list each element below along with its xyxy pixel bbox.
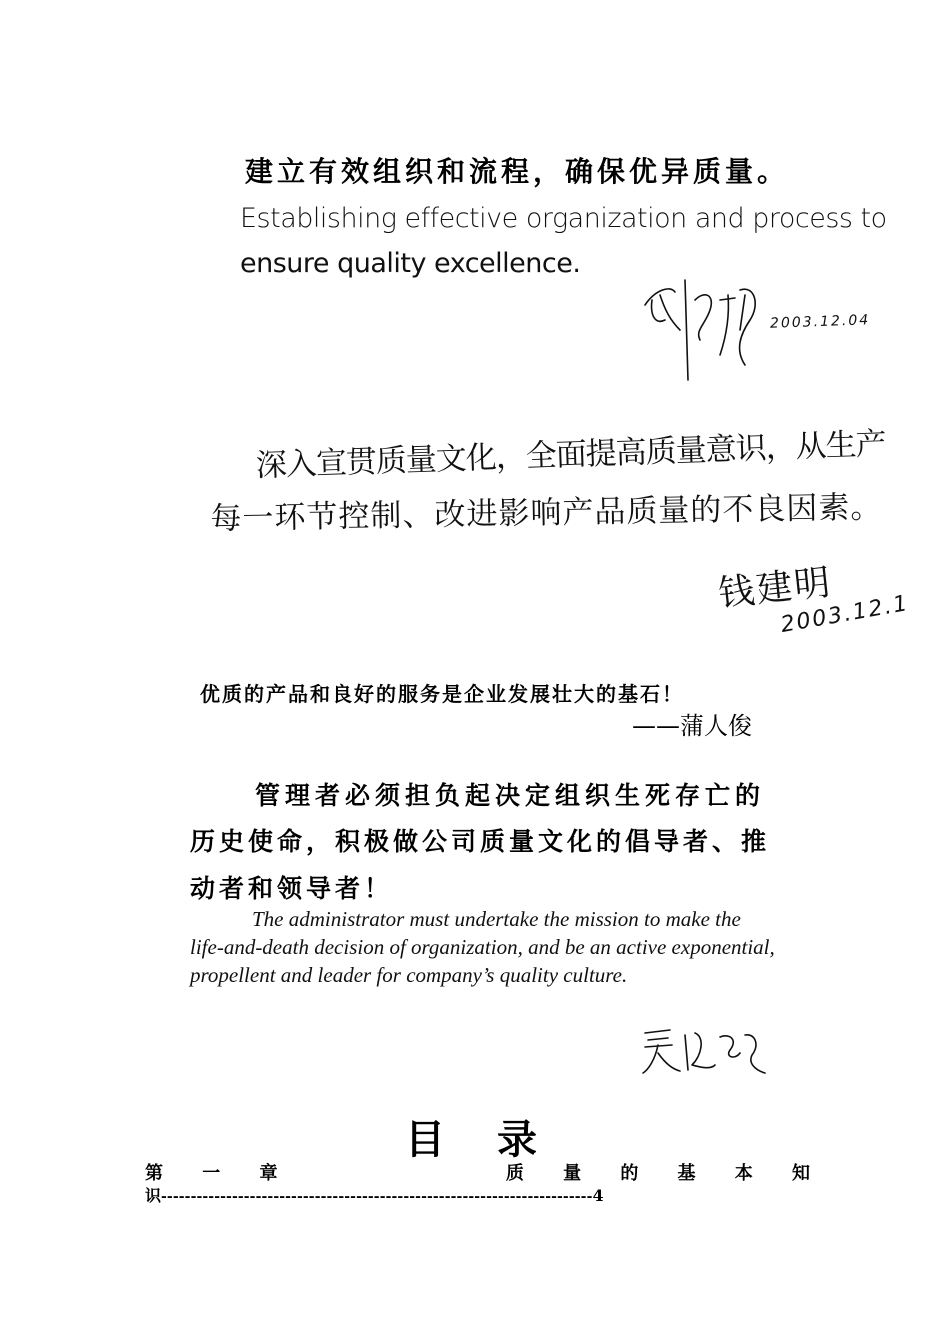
quote1-chinese: 建立有效组织和流程，确保优异质量。 — [245, 155, 790, 188]
signature-1-icon — [640, 270, 770, 385]
toc-c1-page: 4 — [592, 1186, 604, 1205]
quote4-chinese-line3: 动者和领导者！ — [190, 874, 394, 903]
toc-c1-w6: 的 — [620, 1163, 639, 1184]
toc-c1-w5: 量 — [563, 1163, 582, 1184]
signature-4-icon — [640, 1025, 770, 1080]
quote4-chinese-line1: 管理者必须担负起决定组织生死存亡的 — [255, 781, 766, 810]
quote1-date: 2003.12.04 — [769, 312, 871, 332]
toc-c1-w2: 一 — [202, 1163, 221, 1184]
quote3-author: ——蒲人俊 — [632, 712, 752, 740]
toc-c1-w7: 基 — [677, 1163, 696, 1184]
toc-c1-w3: 章 — [259, 1163, 278, 1184]
quote2-date: 2003.12.1 — [778, 590, 912, 639]
quote1-english-line2: ensure quality excellence. — [240, 248, 581, 279]
toc-c1-w9: 知 — [791, 1163, 810, 1184]
quote2-line1: 深入宣贯质量文化，全面提高质量意识，从生产 — [255, 426, 887, 484]
quote4-english-line2: life-and-death decision of organization, and be an active exponential, — [190, 935, 775, 959]
toc-c1-prefix: 识 — [145, 1186, 162, 1205]
toc-c1-w4: 质 — [505, 1163, 524, 1184]
toc-chapter1-line2[interactable] — [145, 1183, 604, 1206]
quote4-english-line3: propellent and leader for company’s quality culture. — [190, 963, 628, 987]
toc-c1-w1: 第 — [145, 1163, 163, 1184]
toc-chapter1-line1[interactable] — [145, 1159, 810, 1185]
toc-title: 目 录 — [405, 1116, 543, 1163]
quote2-signer: 钱建明 — [716, 562, 835, 615]
quote2-line2: 每一环节控制、改进影响产品质量的不良因素。 — [210, 489, 883, 537]
quote4-english-line1: The administrator must undertake the mission to make the — [252, 907, 741, 931]
quote4-chinese-line2: 历史使命，积极做公司质量文化的倡导者、推 — [190, 827, 771, 856]
quote1-english-line1: Establishing effective organization and process to — [240, 203, 887, 234]
toc-c1-leader: ------------------------------------------------------------------------- — [161, 1189, 593, 1205]
toc-c1-w8: 本 — [734, 1163, 753, 1184]
quote3-text: 优质的产品和良好的服务是企业发展壮大的基石！ — [200, 682, 684, 706]
